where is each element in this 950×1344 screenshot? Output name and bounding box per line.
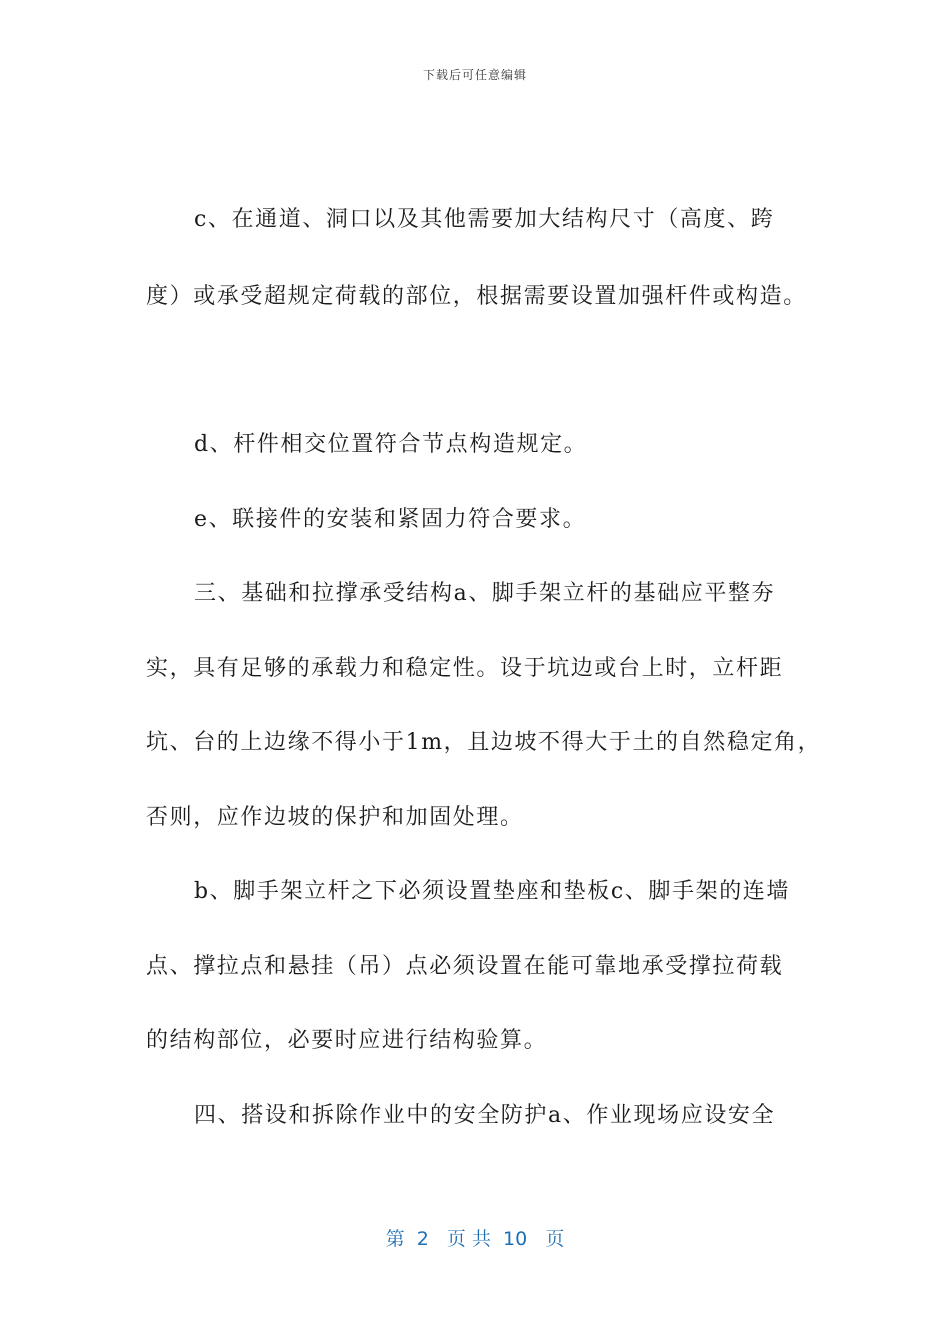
paragraph-line: b、脚手架立杆之下必须设置垫座和垫板c、脚手架的连墙 xyxy=(194,879,791,904)
paragraph-line: 的结构部位，必要时应进行结构验算。 xyxy=(146,1028,548,1053)
paragraph-line: 坑、台的上边缘不得小于1m，且边坡不得大于土的自然稳定角， xyxy=(146,730,822,755)
page-header: 下载后可任意编辑 xyxy=(422,68,527,82)
paragraph-line: d、杆件相交位置符合节点构造规定。 xyxy=(194,432,588,457)
paragraph-line: 点、撑拉点和悬挂（吊）点必须设置在能可靠地承受撑拉荷载 xyxy=(146,954,784,979)
paragraph-line: 否则，应作边坡的保护和加固处理。 xyxy=(146,805,524,830)
page-number-footer: 第 2 页 共 10 页 xyxy=(385,1228,565,1250)
paragraph-line: 四、搭设和拆除作业中的安全防护a、作业现场应设安全 xyxy=(194,1103,776,1128)
paragraph-line: 三、基础和拉撑承受结构a、脚手架立杆的基础应平整夯 xyxy=(194,581,776,606)
paragraph-line: c、在通道、洞口以及其他需要加大结构尺寸（高度、跨 xyxy=(194,207,775,232)
paragraph-line: 度）或承受超规定荷载的部位，根据需要设置加强杆件或构造。 xyxy=(146,284,807,309)
paragraph-line: e、联接件的安装和紧固力符合要求。 xyxy=(194,507,587,532)
paragraph-line: 实，具有足够的承载力和稳定性。设于坑边或台上时，立杆距 xyxy=(146,656,784,681)
